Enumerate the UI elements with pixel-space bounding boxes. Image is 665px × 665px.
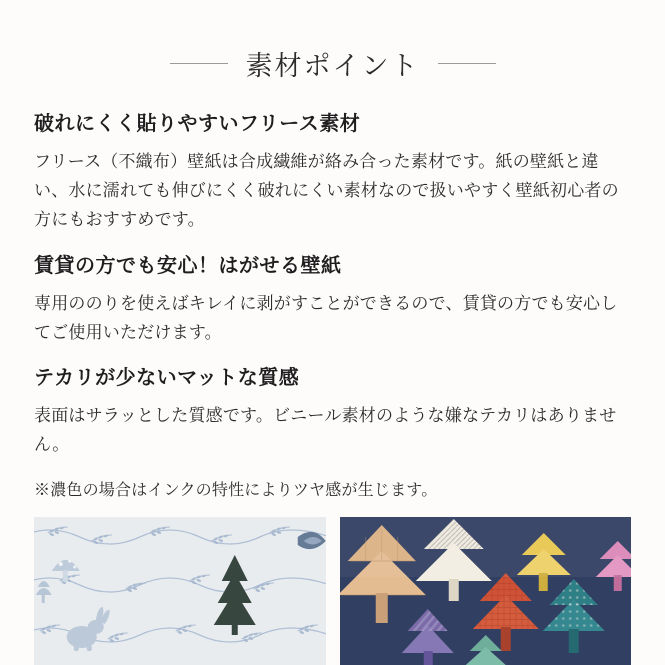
section-heading: 賃貸の方でも安心！はがせる壁紙: [34, 254, 342, 277]
wallpaper-sample-trees-navy: [340, 517, 632, 665]
title-rule-left: [170, 63, 228, 64]
navy-trees-pattern-graphic: [340, 517, 632, 665]
section-heading: 破れにくく貼りやすいフリース素材: [34, 113, 361, 135]
title-rule-right: [438, 63, 496, 64]
section-removable: [34, 253, 631, 347]
section-heading: テカリが少ないマットな質感: [34, 367, 300, 390]
section-body: 表面はサラッとした質感です。ビニール素材のような嫌なテカリはありません。: [34, 406, 617, 455]
wallpaper-sample-forest-blue: [34, 517, 326, 665]
page-title-block: [0, 0, 665, 93]
photo-strip: [34, 517, 631, 665]
section-body: 専用ののりを使えばキレイに剥がすことができるので、賃貸の方でも安心してご使用いただけます。: [34, 293, 618, 342]
section-body: フリース（不織布）壁紙は合成繊維が絡み合った素材です。紙の壁紙と違い、水に濡れても伸びにくく破れにくい素材なので扱いやすく壁紙初心者の方にもおすすめです。: [34, 152, 619, 230]
forest-blue-pattern-graphic: [34, 517, 326, 665]
section-fleece: [34, 111, 631, 235]
content-area: [0, 93, 665, 503]
disclaimer-note: ※濃色の場合はインクの特性によりツヤ感が生じます。: [34, 481, 438, 499]
page-title: 素材ポイント: [245, 51, 420, 81]
section-matte: [34, 365, 631, 459]
